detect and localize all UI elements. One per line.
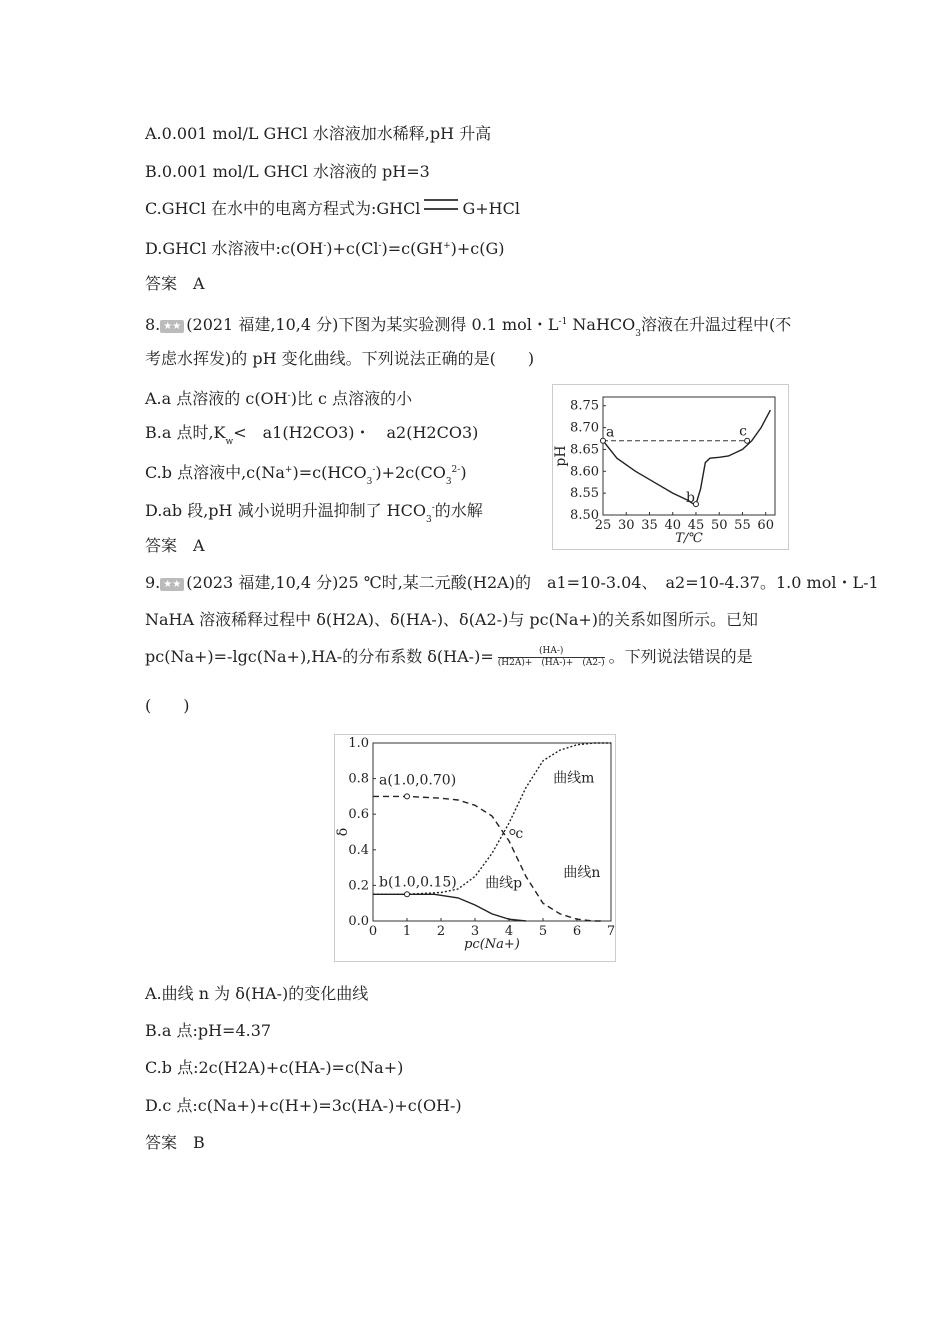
ph-chart-svg bbox=[553, 385, 788, 549]
q8-option-c: C.b 点溶液中$,c(Na^+)=c(HCO_3^-)+2c(CO_3^{2-})$ bbox=[145, 463, 467, 487]
q8-option-a: A.a 点溶液的 c(OH-)比 c 点溶液的小 bbox=[145, 389, 413, 408]
x-tick-label: 35 bbox=[641, 518, 658, 533]
series-line-曲线p bbox=[373, 894, 526, 921]
q7-option-a: A.0.001 mol/L GHCl 水溶液加水稀释,pH 升高 bbox=[145, 124, 492, 143]
x-axis-label: T/℃ bbox=[675, 531, 703, 546]
x-tick-label: 3 bbox=[470, 924, 480, 939]
x-tick-label: 1 bbox=[402, 924, 412, 939]
x-tick-label: 55 bbox=[734, 518, 751, 533]
q9-paren: ( ) bbox=[145, 696, 190, 715]
x-tick-label: 40 bbox=[664, 518, 682, 533]
x-tick-label: 2 bbox=[436, 924, 446, 939]
x-tick-label: 4 bbox=[504, 924, 514, 939]
q9-option-d: D.c 点:c(Na+)+c(H+)=3c(HA-)+c(OH-) bbox=[145, 1096, 462, 1115]
y-tick-label: 8.60 bbox=[570, 464, 599, 480]
y-axis-label: pH bbox=[553, 445, 569, 467]
q8-option-d: D.ab 段,pH 减小说明升温抑制了 $HCO_3^-$的水解 bbox=[145, 501, 483, 525]
q7-answer: 答案 A bbox=[145, 274, 205, 293]
annotation-c: c bbox=[739, 423, 747, 440]
x-tick-label: 50 bbox=[710, 518, 728, 533]
annotation-曲线p: 曲线p bbox=[485, 875, 523, 892]
x-tick-label: 25 bbox=[594, 518, 612, 533]
x-tick-label: 60 bbox=[757, 518, 774, 533]
y-tick-label: 8.50 bbox=[570, 508, 599, 523]
y-tick-label: 8.70 bbox=[570, 420, 599, 436]
q7-option-b: B.0.001 mol/L GHCl 水溶液的 pH=3 bbox=[145, 162, 430, 181]
x-tick-label: 7 bbox=[606, 924, 615, 939]
delta-chart-svg bbox=[335, 735, 615, 961]
annotation-a(1.0,0.70): a(1.0,0.70) bbox=[379, 772, 457, 789]
data-point-a bbox=[601, 438, 606, 443]
annotation-b: b bbox=[685, 490, 695, 507]
q7-option-c: C.GHCl 在水中的电离方程式为:GHCl G+HCl bbox=[145, 199, 520, 218]
x-tick-label: 45 bbox=[687, 518, 705, 533]
y-tick-label: 0.0 bbox=[348, 914, 369, 929]
ph-temperature-chart bbox=[552, 384, 789, 550]
annotation-曲线m: 曲线m bbox=[553, 770, 595, 787]
data-point-a bbox=[405, 794, 410, 799]
annotation-b(1.0,0.15): b(1.0,0.15) bbox=[379, 874, 457, 891]
y-tick-label: 0.6 bbox=[348, 807, 369, 823]
difficulty-star-icon: ★★ bbox=[160, 320, 184, 333]
y-tick-label: 8.65 bbox=[570, 442, 599, 458]
y-tick-label: 0.8 bbox=[348, 771, 369, 787]
q7-option-d: D.GHCl 水溶液中:c(OH-)+c(Cl-)=c(GH+)+c(G) bbox=[145, 239, 505, 258]
x-tick-label: 30 bbox=[617, 518, 635, 533]
annotation-a: a bbox=[606, 424, 615, 441]
q8-option-b: B.a 点时$,K_w<$ a1(H2CO3)・ a2(H2CO3) bbox=[145, 423, 479, 447]
q9-stem-line3: pc(Na+)=-lgc(Na+),HA-的分布系数 δ(HA-)= $\frac{(HA-)}{(H2A)+ (HA-)+ (A2-)}$ 。下列说法错误的是 bbox=[145, 646, 753, 668]
x-tick-label: 6 bbox=[572, 924, 582, 939]
y-tick-label: 1.0 bbox=[348, 736, 369, 751]
y-tick-label: 0.2 bbox=[348, 878, 369, 894]
x-tick-label: 5 bbox=[538, 924, 548, 939]
y-tick-label: 8.75 bbox=[570, 398, 599, 414]
delta-pcna-chart bbox=[334, 734, 616, 962]
q9-stem: 9. ★★ (2023 福建,10,4 分)25 ℃时,某二元酸(H2A)的 a1=10-3.04、 a2=10-4.37。1.0 mol・L-1 bbox=[145, 573, 879, 592]
q9-option-b: B.a 点:pH=4.37 bbox=[145, 1021, 272, 1040]
q9-answer: 答案 B bbox=[145, 1133, 205, 1152]
annotation-曲线n: 曲线n bbox=[563, 864, 601, 881]
distribution-fraction: $\frac{(HA-)}{(H2A)+ (HA-)+ (A2-)}$ bbox=[497, 646, 605, 668]
data-point-c bbox=[510, 830, 515, 835]
difficulty-star-icon: ★★ bbox=[160, 578, 184, 591]
y-tick-label: 8.55 bbox=[570, 486, 599, 502]
x-tick-label: 0 bbox=[368, 924, 378, 939]
y-tick-label: 0.4 bbox=[348, 842, 369, 858]
q8-stem-line2: 考虑水挥发)的 pH 变化曲线。下列说法正确的是( ) bbox=[145, 349, 535, 368]
y-axis-label: δ bbox=[335, 827, 351, 837]
q9-stem-line2: NaHA 溶液稀释过程中 δ(H2A)、δ(HA-)、δ(A2-)与 pc(Na+)的关系如图所示。已知 bbox=[145, 610, 759, 629]
q9-option-a: A.曲线 n 为 δ(HA-)的变化曲线 bbox=[145, 984, 369, 1003]
q8-stem: 8. ★★ (2021 福建,10,4 分)下图为某实验测得 0.1 mol・$L^{-1}$ NaHCO$_3$溶液在升温过程中(不 bbox=[145, 315, 792, 339]
annotation-c: c bbox=[515, 826, 524, 842]
data-point-b bbox=[405, 892, 410, 897]
equilibrium-arrow-icon bbox=[424, 199, 458, 210]
q8-answer: 答案 A bbox=[145, 536, 205, 555]
q9-option-c: C.b 点:2c(H2A)+c(HA-)=c(Na+) bbox=[145, 1058, 404, 1077]
series-line-曲线n bbox=[373, 796, 601, 921]
x-axis-label: pc(Na+) bbox=[464, 937, 520, 952]
